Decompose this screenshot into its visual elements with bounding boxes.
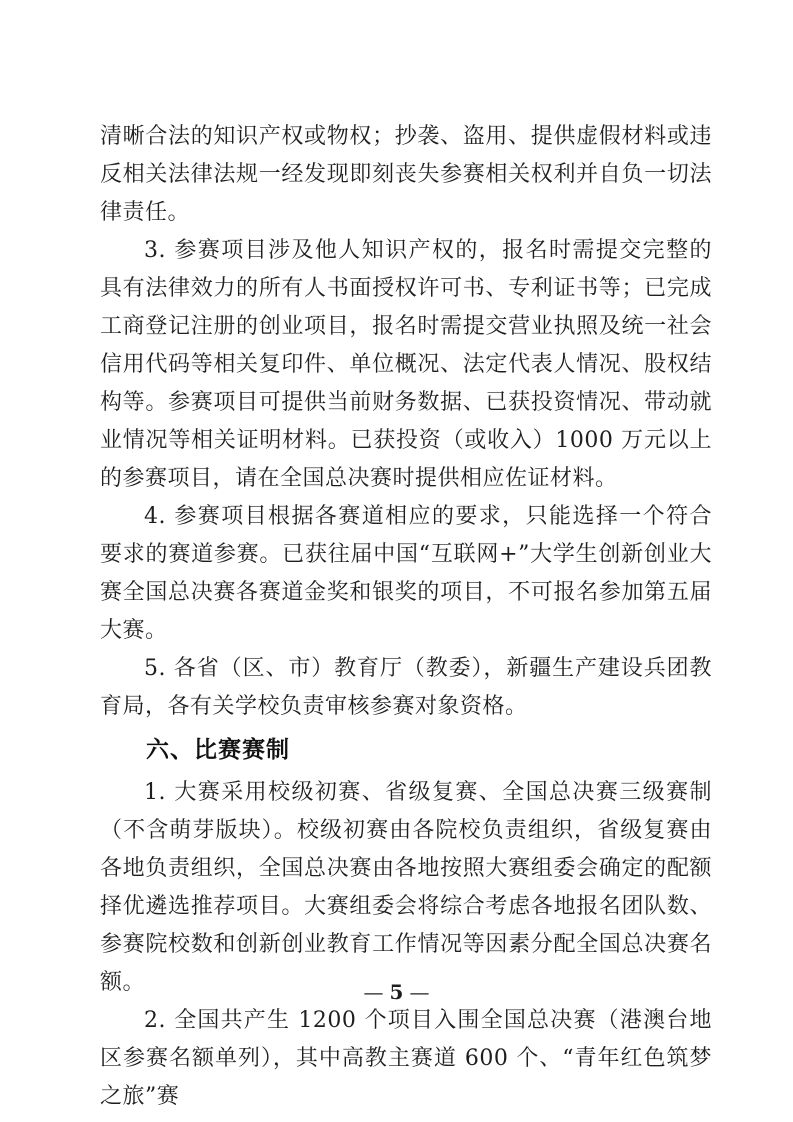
paragraph-item-2: 2. 全国共产生 1200 个项目入围全国总决赛（港澳台地区参赛名额单列），其中高教主赛道 600 个、“青年红色筑梦之旅”赛 (100, 1008, 712, 1109)
paragraph-item-3: 3. 参赛项目涉及他人知识产权的，报名时需提交完整的具有法律效力的所有人书面授权许可书、专利证书等；已完成工商登记注册的创业项目，报名时需提交营业执照及统一社会信用代码等相关复印件、单位概况、法定代表人情况、股权结构等。参赛项目可提供当前财务数据、已获投资情况、带动就业情况等相关证明材料。已获投资（或收入）1000 万元以上的参赛项目，请在全国总决赛时提供相应佐证材料。 (100, 238, 712, 491)
paragraph-continuation: 清晰合法的知识产权或物权；抄袭、盗用、提供虚假材料或违反相关法律法规一经发现即刻丧失参赛相关权利并自负一切法律责任。 (100, 124, 712, 225)
paragraph-item-1: 1. 大赛采用校级初赛、省级复赛、全国总决赛三级赛制（不含萌芽版块）。校级初赛由各院校负责组织，省级复赛由各地负责组织，全国总决赛由各地按照大赛组委会确定的配额择优遴选推荐项目。大赛组委会将综合考虑各地报名团队数、参赛院校数和创新创业教育工作情况等因素分配全国总决赛名额。 (100, 780, 712, 995)
section-heading-competition-format: 六、比赛赛制 (146, 737, 290, 763)
paragraph-item-5: 5. 各省（区、市）教育厅（教委），新疆生产建设兵团教育局，各有关学校负责审核参赛对象资格。 (100, 656, 712, 719)
footer-left-dash: — (363, 980, 384, 1004)
paragraph-item-4: 4. 参赛项目根据各赛道相应的要求，只能选择一个符合要求的赛道参赛。已获往届中国“互联网+”大学生创新创业大赛全国总决赛各赛道金奖和银奖的项目，不可报名参加第五届大赛。 (100, 504, 712, 643)
page-footer (0, 980, 793, 1004)
footer-right-dash: — (409, 980, 430, 1004)
document-body (100, 118, 712, 1116)
page-number: 5 (389, 980, 404, 1004)
